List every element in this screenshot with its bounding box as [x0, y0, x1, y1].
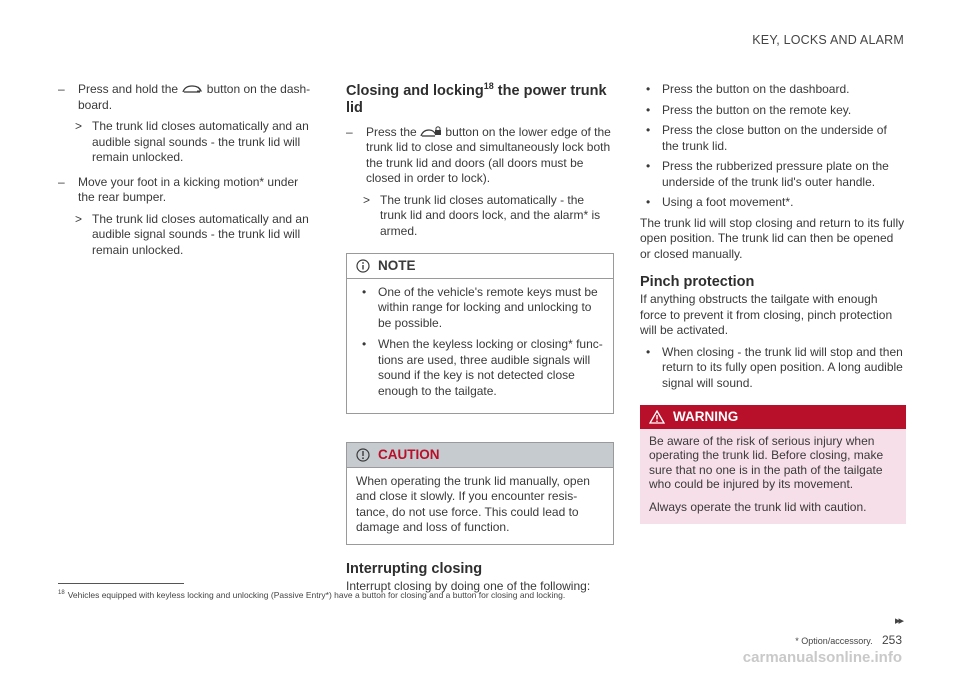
- footnote: $^{18}$ Vehicles equipped with keyless locking and unlocking (Passive Entry*) have a button for closing and a button for closing and locking.: [58, 589, 566, 600]
- pinch-text: If anything obstructs the tailgate with enough force to prevent it from closing, pinch protection will be activated.: [640, 292, 893, 337]
- list-item: • Press the rubberized pressure plate on the underside of the trunk lid's outer handle.: [640, 159, 906, 190]
- note-box: [346, 253, 614, 414]
- column-left: [58, 82, 316, 267]
- caution-box: [346, 442, 614, 545]
- note-header: [347, 254, 613, 279]
- step-result: > The trunk lid closes automatically - the trunk lid and doors lock, and the alarm* is armed.: [346, 193, 614, 240]
- step-result: > The trunk lid closes automatically and an audible signal sounds - the trunk lid will remain unlocked.: [58, 119, 316, 166]
- list-item: • One of the vehicle's remote keys must be within range for locking and unlocking to be possible.: [356, 285, 604, 332]
- warning-header: [640, 405, 906, 429]
- step-text: Press and hold the: [78, 82, 179, 96]
- warning-text: Be aware of the risk of serious injury when operating the trunk lid. Before closing, make sure that no one is in the path of the tailgate who could be injured by its movement.: [649, 433, 884, 491]
- section-heading-pinch: Pinch protection: [640, 274, 755, 290]
- warning-body: [640, 429, 906, 525]
- step-result: > The trunk lid closes automatically and an audible signal sounds - the trunk lid will remain unlocked.: [58, 212, 316, 259]
- next-page-arrows-icon: ▸▸: [894, 615, 902, 627]
- note-title: NOTE: [378, 258, 416, 274]
- footnote-divider: [58, 583, 184, 584]
- list-item: • When the keyless locking or closing* func-tions are used, three audible signals will sound if the key is not detected close enough to the tailgate.: [356, 337, 604, 399]
- warning-text: Always operate the trunk lid with caution.: [649, 499, 867, 514]
- caution-icon: [356, 448, 370, 462]
- page-header-title: KEY, LOCKS AND ALARM: [752, 33, 904, 47]
- warning-box: [640, 405, 906, 524]
- page-number: 253: [881, 633, 902, 647]
- caution-title: CAUTION: [378, 447, 440, 463]
- interrupt-text: Interrupt closing by doing one of the following:: [346, 578, 591, 593]
- caution-header: [347, 443, 613, 468]
- step-dashboard-button: [58, 82, 316, 113]
- note-body: [347, 279, 613, 414]
- list-item: • Press the button on the remote key.: [640, 103, 906, 119]
- section-heading-interrupting: Interrupting closing: [346, 560, 483, 577]
- warning-title: WARNING: [673, 409, 739, 424]
- warning-triangle-icon: [649, 410, 665, 424]
- list-item: • Press the button on the dashboard.: [640, 82, 906, 98]
- interrupt-result-text: The trunk lid will stop closing and return to its fully open position. The trunk lid can then be opened or closed manually.: [640, 215, 905, 261]
- page-footer: [795, 633, 902, 650]
- column-right: [640, 82, 906, 524]
- step-text-tail: button on the dash-board.: [78, 82, 311, 112]
- trunk-close-lock-icon: [420, 125, 442, 139]
- step-lock-button: – Press the button on the lower edge of the trunk lid to close and simultaneously lock both the trunk lid and doors (all doors must be closed in order to lock).: [346, 125, 614, 187]
- info-icon: [356, 259, 370, 273]
- column-middle: [346, 78, 614, 600]
- watermark: carmanualsonline.info: [742, 649, 902, 666]
- list-item: • Using a foot movement*.: [640, 195, 906, 211]
- section-heading-closing-locking: Closing and locking$^{18}$ the power trunk lid: [346, 81, 607, 116]
- list-item: • Press the close button on the underside of the trunk lid.: [640, 123, 906, 154]
- list-item: • When closing - the trunk lid will stop and then return to its fully open position. A long audible signal will sound.: [640, 345, 906, 392]
- step-kick-motion: – Move your foot in a kicking motion* under the rear bumper.: [58, 175, 316, 206]
- option-accessory-label: * Option/accessory.: [795, 636, 873, 646]
- trunk-close-icon: [181, 82, 203, 96]
- caution-text: When operating the trunk lid manually, open and close it slowly. If you encounter resis-tance, do not use force. This could lead to damage and loss of function.: [356, 473, 590, 535]
